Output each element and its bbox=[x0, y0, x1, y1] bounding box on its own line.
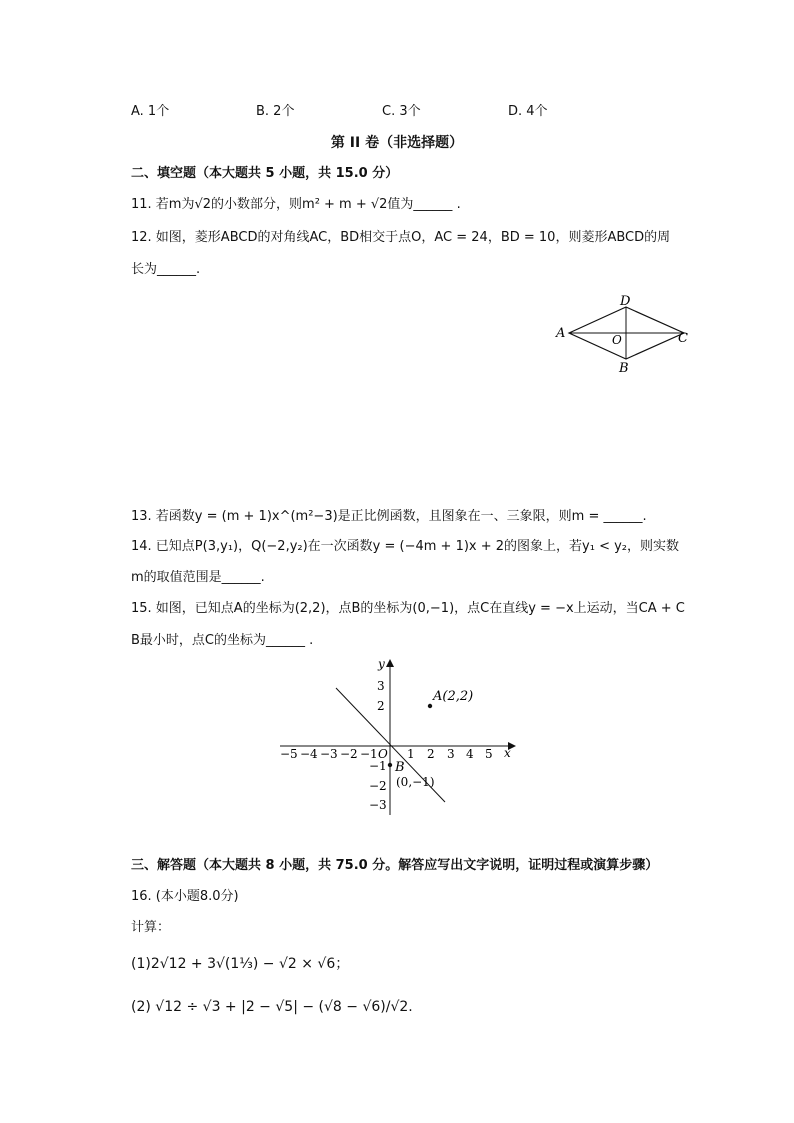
label-d: D bbox=[620, 294, 631, 309]
option-a: A. 1个 bbox=[131, 104, 170, 119]
option-d: D. 4个 bbox=[508, 104, 548, 119]
origin-label: O bbox=[378, 747, 388, 761]
option-c: C. 3个 bbox=[382, 104, 421, 119]
question-15-line1: 15. 如图，已知点A的坐标为(2,2)，点B的坐标为(0,−1)，点C在直线y = −x上运动，当CA + C bbox=[131, 601, 685, 616]
y-axis-arrow bbox=[386, 659, 394, 667]
label-o: O bbox=[612, 333, 622, 347]
part3-heading: 三、解答题（本大题共 8 小题，共 75.0 分。解答应写出文字说明，证明过程或演算步骤） bbox=[131, 858, 659, 873]
question-16-header: 16. (本小题8.0分) bbox=[131, 889, 239, 904]
question-16-part1: (1)2√12 + 3√(1⅓) − √2 × √6； bbox=[131, 956, 350, 972]
x-tick-label: −4 bbox=[300, 747, 318, 761]
question-12-line1: 12. 如图，菱形ABCD的对角线AC，BD相交于点O，AC = 24，BD = 10，则菱形ABCD的周 bbox=[131, 230, 671, 245]
x-tick-label: 3 bbox=[447, 747, 455, 761]
point-a bbox=[428, 704, 432, 708]
point-b-coord: (0,−1) bbox=[396, 775, 435, 789]
point-b bbox=[388, 763, 392, 767]
x-tick-label: 4 bbox=[466, 747, 474, 761]
question-16-part2: (2) √12 ÷ √3 + |2 − √5| − (√8 − √6)/√2. bbox=[131, 999, 413, 1015]
question-15-line2: B最小时，点C的坐标为______ . bbox=[131, 633, 314, 648]
question-14-line2: m的取值范围是______. bbox=[131, 570, 265, 585]
rhombus-figure bbox=[550, 290, 700, 375]
x-tick-label: 1 bbox=[407, 747, 415, 761]
question-11: 11. 若m为√2的小数部分，则m² + m + √2值为______ . bbox=[131, 197, 461, 212]
section-title: 第 II 卷（非选择题） bbox=[330, 135, 464, 151]
option-b: B. 2个 bbox=[256, 104, 295, 119]
label-b: B bbox=[619, 361, 629, 375]
question-14-line1: 14. 已知点P(3,y₁)，Q(−2,y₂)在一次函数y = (−4m + 1)x + 2的图象上，若y₁ < y₂，则实数 bbox=[131, 539, 680, 554]
label-c: C bbox=[678, 331, 688, 346]
label-a: A bbox=[556, 326, 566, 341]
question-13: 13. 若函数y = (m + 1)x^(m²−3)是正比例函数，且图象在一、三象限，则m = ______. bbox=[131, 509, 647, 524]
y-tick-label: 2 bbox=[377, 699, 385, 713]
y-axis-label: y bbox=[378, 657, 385, 671]
x-tick-label: −1 bbox=[360, 747, 378, 761]
point-b-label: B bbox=[395, 760, 405, 775]
x-tick-label: 5 bbox=[485, 747, 493, 761]
part2-heading: 二、填空题（本大题共 5 小题，共 15.0 分） bbox=[131, 166, 399, 181]
x-axis-label: x bbox=[504, 746, 511, 760]
y-tick-label: 3 bbox=[377, 679, 385, 693]
x-tick-label: 2 bbox=[427, 747, 435, 761]
question-16-prompt: 计算： bbox=[131, 920, 171, 935]
x-tick-label: −5 bbox=[280, 747, 298, 761]
y-tick-label: −3 bbox=[369, 798, 387, 812]
y-tick-label: −1 bbox=[369, 759, 387, 773]
question-12-line2: 长为______. bbox=[131, 262, 201, 277]
x-tick-label: −2 bbox=[340, 747, 358, 761]
point-a-label: A(2,2) bbox=[433, 689, 474, 704]
coordinate-graph bbox=[270, 655, 530, 820]
y-tick-label: −2 bbox=[369, 779, 387, 793]
x-tick-label: −3 bbox=[320, 747, 338, 761]
